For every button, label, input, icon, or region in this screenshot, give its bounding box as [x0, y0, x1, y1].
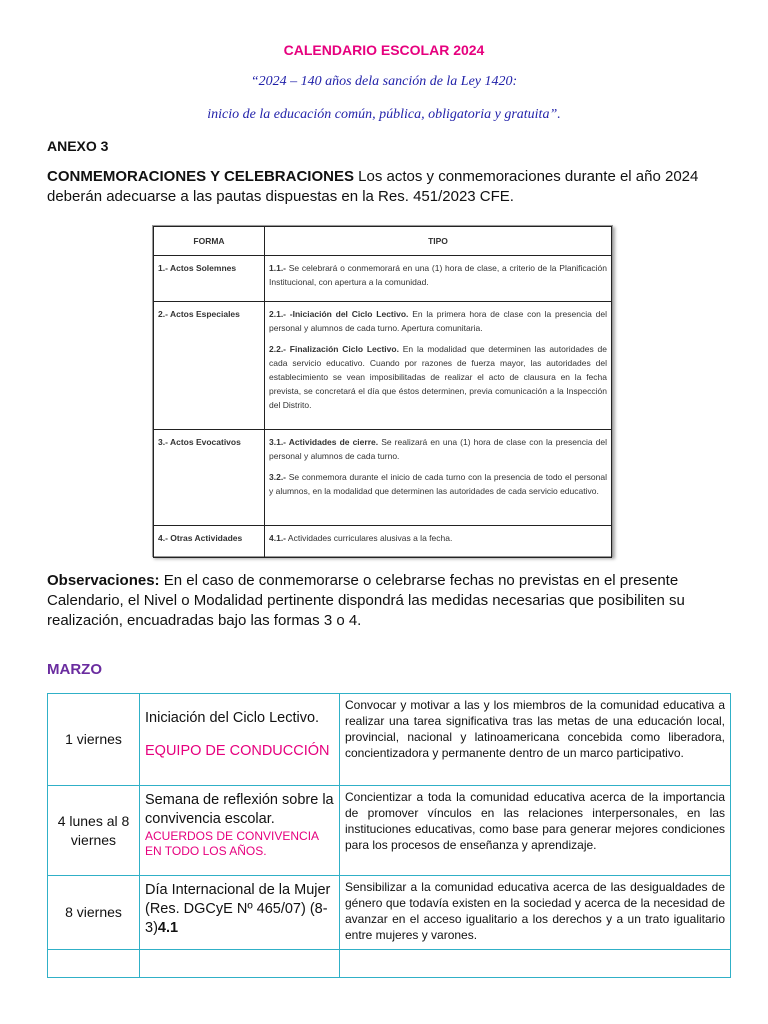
forms-table-header-forma: FORMA [154, 227, 265, 256]
empty-cell [340, 950, 731, 978]
form-cell: 3.- Actos Evocativos [154, 430, 265, 526]
event-cell: Iniciación del Ciclo Lectivo. EQUIPO DE CONDUCCIÓN [140, 694, 340, 786]
empty-cell [48, 950, 140, 978]
description-cell: Convocar y motivar a las y los miembros de la comunidad educativa a realizar una tarea significativa tras las metas de una educación local, provincial, nacional y latinoamericana concebida como liberadora, concientizadora y permanente dentro de un marco participativo. [340, 694, 731, 786]
observations-paragraph [47, 571, 737, 631]
tipo-cell: 1.1.- Se celebrará o conmemorará en una (1) hora de clase, a criterio de la Planificación Institucional, con apertura a la comunidad. [265, 256, 612, 302]
responsible-note: EQUIPO DE CONDUCCIÓN [145, 743, 330, 759]
form-cell: 2.- Actos Especiales [154, 302, 265, 430]
calendar-table [47, 693, 731, 978]
tipo-cell: 4.1.- Actividades curriculares alusivas a la fecha. [265, 526, 612, 558]
document-title: CALENDARIO ESCOLAR 2024 [283, 42, 485, 58]
tipo-cell: 2.1.- -Iniciación del Ciclo Lectivo. En la primera hora de clase con la presencia del personal y alumnos de cada turno. Apertura comunitaria. 2.2.- Finalización Ciclo Lectivo. En la modalidad que determinen las autoridades de cada servicio educativo. Cuando por razones de fuerza mayor, las autoridades del establecimiento se vean imposibilitadas de realizar el acto de clausura en la fecha prevista, se concretará el día que éstos determinen, previa comunicación a la Inspección del Distrito. [265, 302, 612, 430]
month-heading: MARZO [47, 661, 102, 678]
tipo-cell: 3.1.- Actividades de cierre. Se realizará en una (1) hora de clase con la presencia del personal y alumnos de cada turno. 3.2.- Se conmemora durante el inicio de cada turno con la presencia de todo el personal y alumnos, en la modalidad que determinen las autoridades de cada servicio educativo. [265, 430, 612, 526]
table-row [48, 694, 731, 786]
table-row [48, 876, 731, 950]
date-cell: 1 viernes [48, 694, 140, 786]
subtitle-line-2: inicio de la educación común, pública, obligatoria y gratuita”. [207, 107, 561, 122]
table-row [48, 950, 731, 978]
responsible-note: ACUERDOS DE CONVIVENCIA EN TODO LOS AÑOS. [145, 829, 319, 858]
forms-table-header-tipo: TIPO [265, 227, 612, 256]
observations-label: Observaciones: [47, 572, 160, 589]
description-cell: Sensibilizar a la comunidad educativa acerca de las desigualdades de género que todavía existen en la sociedad y acerca de la necesidad de avanzar en el acceso igualitario a los derechos y a un trato igualitario entre mujeres y varones. [340, 876, 731, 950]
event-cell: Día Internacional de la Mujer (Res. DGCyE Nº 465/07) (8-3)4.1 [140, 876, 340, 950]
form-cell: 4.- Otras Actividades [154, 526, 265, 558]
forms-table-image [152, 225, 613, 557]
subtitle-line-1: “2024 – 140 años dela sanción de la Ley 1420: [250, 74, 518, 89]
date-cell: 8 viernes [48, 876, 140, 950]
form-cell: 1.- Actos Solemnes [154, 256, 265, 302]
description-cell: Concientizar a toda la comunidad educativa acerca de la importancia de promover vínculos en las relaciones interpersonales, en las instituciones educativas, como base para generar mejores condiciones para los procesos de enseñanza y aprendizaje. [340, 786, 731, 876]
empty-cell [140, 950, 340, 978]
intro-heading: CONMEMORACIONES Y CELEBRACIONES [47, 168, 354, 185]
table-row [48, 786, 731, 876]
event-cell: Semana de reflexión sobre la convivencia escolar. ACUERDOS DE CONVIVENCIA EN TODO LOS AÑOS. [140, 786, 340, 876]
date-cell: 4 lunes al 8 viernes [48, 786, 140, 876]
annex-heading: ANEXO 3 [47, 138, 109, 154]
intro-text: Los actos y conmemoraciones durante el año 2024 deberán adecuarse a las pautas dispuestas en la Res. 451/2023 CFE. [47, 168, 699, 205]
intro-paragraph [47, 167, 727, 207]
observations-text: En el caso de conmemorarse o celebrarse fechas no previstas en el presente Calendario, el Nivel o Modalidad pertinente dispondrá las medidas necesarias que posibiliten su realización, encuadradas bajo las formas 3 o 4. [47, 572, 685, 629]
